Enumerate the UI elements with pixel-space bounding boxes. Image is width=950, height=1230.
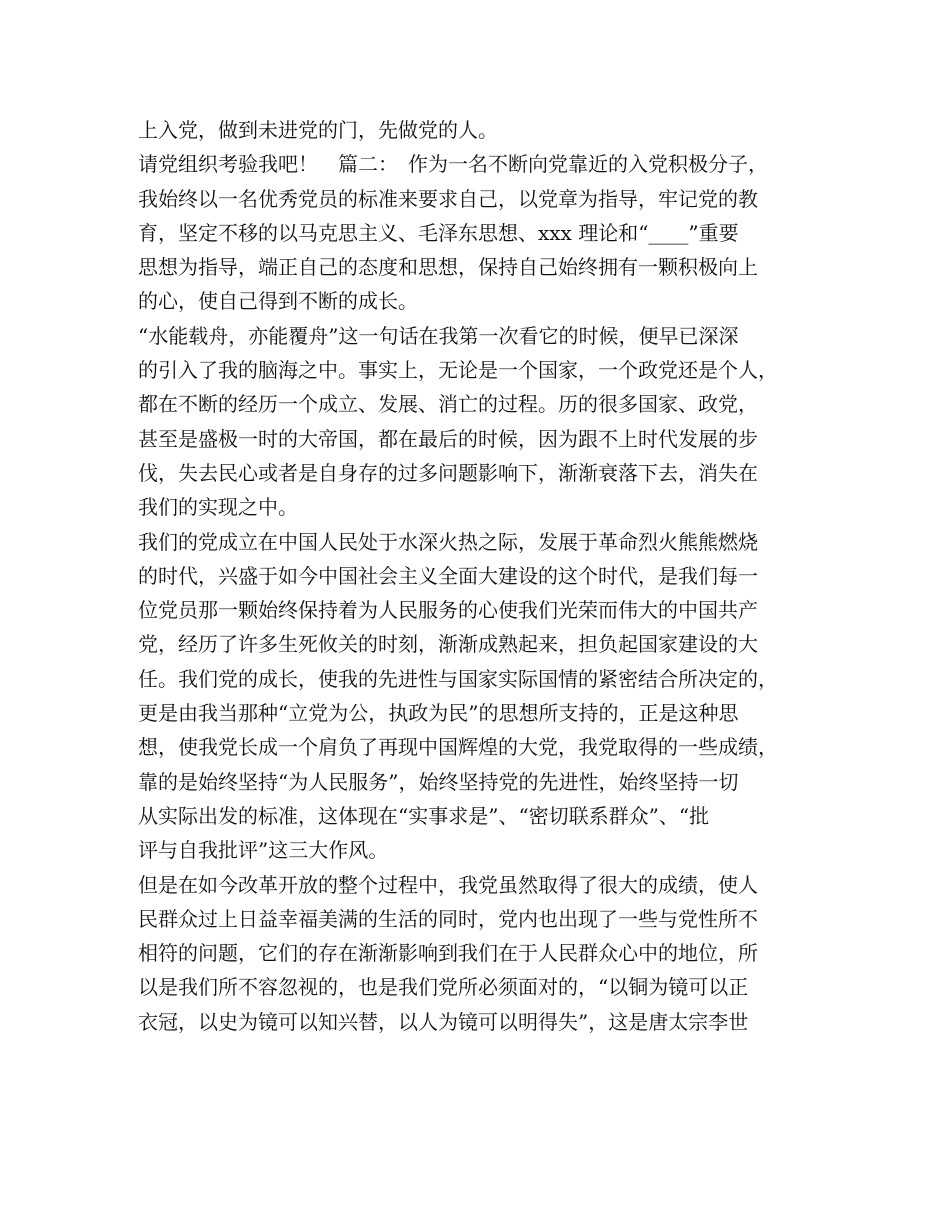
text-line: “水能载舟，亦能覆舟”这一句话在我第一次看它的时候，便早已深深 — [138, 323, 739, 348]
text-line: 甚至是盛极一时的大帝国，都在最后的时候，因为跟不上时代发展的步 — [138, 426, 758, 451]
text-line: 民群众过上日益幸福美满的生活的同时，党内也出现了一些与党性所不 — [138, 906, 758, 931]
text-line: 我们的党成立在中国人民处于水深火热之际，发展于革命烈火熊熊燃烧 — [138, 529, 758, 554]
text-line: 育，坚定不移的以马克思主义、毛泽东思想、xxx 理论和“____”重要 — [138, 220, 739, 245]
text-line: 相符的问题，它们的存在渐渐影响到我们在于人民群众心中的地位，所 — [138, 941, 758, 966]
text-line: 衣冠，以史为镜可以知兴替，以人为镜可以明得失”，这是唐太宗李世 — [138, 1009, 749, 1034]
text-line: 以是我们所不容忽视的，也是我们党所必须面对的，“以铜为镜可以正 — [138, 975, 749, 1000]
text-line: 靠的是始终坚持“为人民服务”，始终坚持党的先进性，始终坚持一切 — [138, 769, 739, 794]
text-line: 党，经历了许多生死攸关的时刻，渐渐成熟起来，担负起国家建设的大 — [138, 632, 758, 657]
text-line: 从实际出发的标准，这体现在“实事求是”、“密切联系群众”、“批 — [138, 803, 710, 828]
text-line: 想，使我党长成一个肩负了再现中国辉煌的大党，我党取得的一些成绩， — [138, 735, 778, 760]
text-line: 都在不断的经历一个成立、发展、消亡的过程。历的很多国家、政党， — [138, 392, 758, 417]
text-line: 的时代，兴盛于如今中国社会主义全面大建设的这个时代，是我们每一 — [138, 563, 758, 588]
text-line: 但是在如今改革开放的整个过程中，我党虽然取得了很大的成绩，使人 — [138, 872, 758, 897]
text-line: 我始终以一名优秀党员的标准来要求自己，以党章为指导，牢记党的教 — [138, 186, 758, 211]
text-line: 的引入了我的脑海之中。事实上，无论是一个国家，一个政党还是个人， — [138, 358, 778, 383]
text-line: 位党员那一颗始终保持着为人民服务的心使我们光荣而伟大的中国共产 — [138, 598, 758, 623]
document-body — [138, 113, 828, 1039]
text-line: 任。我们党的成长，使我的先进性与国家实际国情的紧密结合所决定的， — [138, 666, 778, 691]
text-line: 的心，使自己得到不断的成长。 — [138, 289, 418, 314]
text-line: 更是由我当那种“立党为公，执政为民”的思想所支持的，正是这种思 — [138, 701, 739, 726]
text-line: 伐，失去民心或者是自身存的过多问题影响下，渐渐衰落下去，消失在 — [138, 460, 758, 485]
text-line: 上入党，做到未进党的门，先做党的人。 — [138, 118, 498, 142]
text-line: 思想为指导，端正自己的态度和思想，保持自己始终拥有一颗积极向上 — [138, 255, 758, 280]
text-line: 请党组织考验我吧！ 篇二： 作为一名不断向党靠近的入党积极分子， — [138, 152, 768, 177]
text-line: 评与自我批评”这三大作风。 — [138, 838, 389, 863]
text-line: 我们的实现之中。 — [138, 495, 298, 520]
